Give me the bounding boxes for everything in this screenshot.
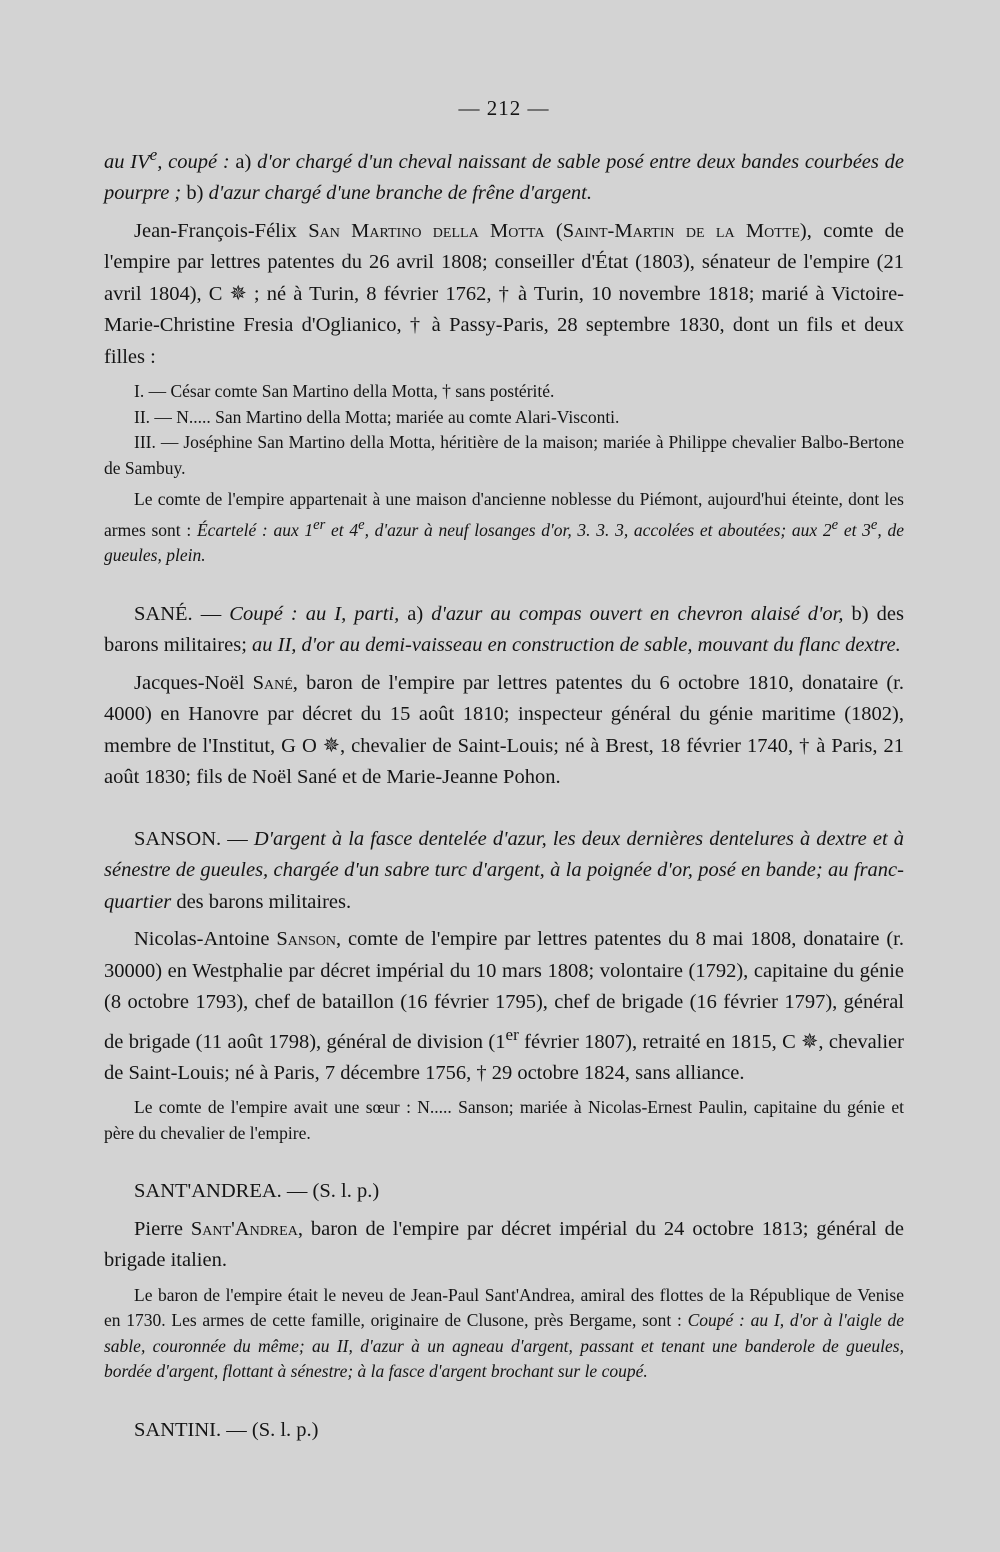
child-item-1: I. — César comte San Martino della Motta, † sans postérité. xyxy=(134,381,555,402)
note-sant-andrea: Le baron de l'empire était le neveu de Jean-Paul Sant'Andrea, amiral des flottes de la République de Venise en 1730. Les armes de cette famille, originaire de Clusone, près Bergame, sont : Coupé : au I, d'or à l'aigle de sable, couronnée du même; au II, d'azur à un agneau d'argent, passant et tenant une banderole de gueules, bordée d'argent, flottant à sénestre; à la fasce d'argent brochant sur le coupé. xyxy=(104,1284,904,1382)
note-sanson: Le comte de l'empire avait une sœur : N..... Sanson; mariée à Nicolas-Ernest Paulin, capitaine du génie et père du chevalier de l'empire. xyxy=(104,1097,904,1143)
entry-santini: SANTINI. — (S. l. p.) xyxy=(134,1418,319,1441)
biography-san-martino: Jean-François-Félix San Martino della Motta (Saint-Martin de la Motte), comte de l'empire par lettres patentes du 26 avril 1808; conseiller d'État (1803), sénateur de l'empire (21 avril 1804), C ✵ ; né à Turin, 8 février 1762, † à Turin, 10 novembre 1818; marié à Victoire-Marie-Christine Fresia d'Oglianico, † à Passy-Paris, 28 septembre 1830, dont un fils et deux filles : xyxy=(104,219,905,368)
entry-sanson-arms: SANSON. — D'argent à la fasce dentelée d'azur, les deux dernières dentelures à dextre et à sénestre de gueules, chargée d'un sabre turc d'argent, à la poignée d'or, posé en bande; au franc-quartier des barons militaires. xyxy=(104,827,904,913)
page-number: — 212 — xyxy=(458,96,550,120)
entry-sant-andrea: SANT'ANDREA. — (S. l. p.) xyxy=(134,1180,380,1203)
child-item-2: II. — N..... San Martino della Motta; mariée au comte Alari-Visconti. xyxy=(134,406,620,427)
arms-continuation: au IVe, coupé : a) d'or chargé d'un cheval naissant de sable posé entre deux bandes courbées de pourpre ; b) d'azur chargé d'une branche de frêne d'argent. xyxy=(104,145,904,205)
biography-sanson: Nicolas-Antoine Sanson, comte de l'empire par lettres patentes du 8 mai 1808, donataire (r. 30000) en Westphalie par décret impérial du 10 mars 1808; volontaire (1792), capitaine du génie (8 octobre 1793), chef de bataillon (16 février 1795), chef de brigade (16 février 1797), général de brigade (11 août 1798), général de division (1er février 1807), retraité en 1815, C ✵, chevalier de Saint-Louis; né à Paris, 7 décembre 1756, † 29 octobre 1824, sans alliance. xyxy=(104,928,904,1084)
child-item-3: III. — Joséphine San Martino della Motta, héritière de la maison; mariée à Philippe chevalier Balbo-Bertone de Sambuy. xyxy=(104,432,904,478)
note-san-martino-arms: Le comte de l'empire appartenait à une maison d'ancienne noblesse du Piémont, aujourd'hui éteinte, dont les armes sont : Écartelé : aux 1er et 4e, d'azur à neuf losanges d'or, 3. 3. 3, accolées et aboutées; aux 2e et 3e, de gueules, plein. xyxy=(104,489,905,566)
entry-sane-arms: SANÉ. — Coupé : au I, parti, a) d'azur au compas ouvert en chevron alaisé d'or, b) des barons militaires; au II, d'or au demi-vaisseau en construction de sable, mouvant du flanc dextre. xyxy=(104,602,904,657)
biography-sant-andrea: Pierre Sant'Andrea, baron de l'empire par décret impérial du 24 octobre 1813; général de brigade italien. xyxy=(104,1217,905,1272)
biography-sane: Jacques-Noël Sané, baron de l'empire par lettres patentes du 6 octobre 1810, donataire (r. 4000) en Hanovre par décret du 15 août 1810; inspecteur général du génie maritime (1802), membre de l'Institut, G O ✵, chevalier de Saint-Louis; né à Brest, 18 février 1740, † à Paris, 21 août 1830; fils de Noël Sané et de Marie-Jeanne Pohon. xyxy=(104,671,904,789)
